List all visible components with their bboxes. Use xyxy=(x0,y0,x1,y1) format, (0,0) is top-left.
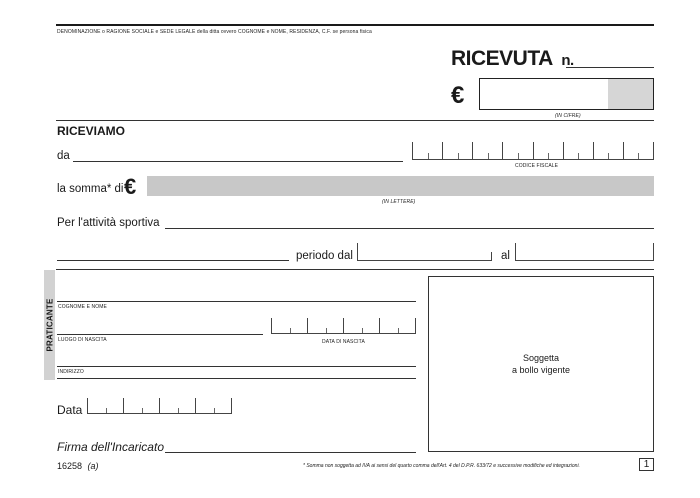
address-field-line-2[interactable] xyxy=(57,378,416,379)
sum-euro-icon: € xyxy=(124,174,137,199)
section-rule-1 xyxy=(56,120,654,121)
sum-words-caption: (IN LETTERE) xyxy=(382,199,416,205)
euro-icon: € xyxy=(451,82,465,109)
receipt-title-text: RICEVUTA xyxy=(451,47,552,70)
address-field[interactable] xyxy=(57,366,416,367)
birthplace-field[interactable] xyxy=(57,334,263,335)
from-label: da xyxy=(57,150,70,162)
form-code-variant: (a) xyxy=(87,461,99,471)
period-to-label: al xyxy=(501,250,510,262)
period-from-end-tick xyxy=(491,252,492,261)
stamp-line-2: a bollo vigente xyxy=(511,365,571,375)
practitioner-name-field[interactable] xyxy=(57,301,416,302)
amount-digits-caption: (IN CIFRE) xyxy=(555,113,581,119)
footnote: * Somma non soggetta ad IVA ai sensi del quarto comma dell'Art. 4 del D.P.R. 633/72 e successive modifiche ed integrazioni. xyxy=(303,463,580,469)
period-to-field[interactable] xyxy=(515,243,654,261)
receipt-number-label: n. xyxy=(561,52,574,69)
practitioner-side-label: PRATICANTE xyxy=(45,298,55,352)
sum-words-field[interactable] xyxy=(147,176,654,196)
amount-cents-shade xyxy=(608,79,653,109)
signature-field[interactable] xyxy=(165,452,416,453)
date-field[interactable] xyxy=(87,398,232,414)
activity-label: Per l'attività sportiva xyxy=(57,217,160,229)
activity-field-line-2[interactable] xyxy=(57,260,289,261)
page-number-box xyxy=(639,458,654,471)
tax-code-caption: CODICE FISCALE xyxy=(515,163,559,169)
receipt-number-field[interactable] xyxy=(566,67,654,68)
period-from-field[interactable] xyxy=(357,243,492,261)
sum-label: la somma* di xyxy=(57,183,124,195)
company-caption: DENOMINAZIONE o RAGIONE SOCIALE e SEDE LEGALE della ditta ovvero COGNOME e NOME, RESIDENZA, C.F. se persona fisica xyxy=(57,29,372,35)
from-field[interactable] xyxy=(73,161,403,162)
practitioner-name-caption: COGNOME E NOME xyxy=(58,304,107,310)
birthplace-caption: LUOGO DI NASCITA xyxy=(58,337,107,343)
birthdate-field[interactable] xyxy=(271,318,416,334)
section-rule-2 xyxy=(56,269,654,270)
stamp-box xyxy=(428,276,654,452)
stamp-line-1: Soggetta xyxy=(522,353,560,363)
receipt-title xyxy=(451,47,574,71)
tax-code-field[interactable] xyxy=(412,142,654,160)
activity-field[interactable] xyxy=(165,228,654,229)
page-number: 1 xyxy=(643,459,650,470)
date-label: Data xyxy=(57,403,83,417)
period-from-label: periodo dal xyxy=(296,250,353,262)
amount-digits-field[interactable] xyxy=(479,78,654,110)
address-caption: INDIRIZZO xyxy=(58,369,84,375)
form-code-number: 16258 xyxy=(57,461,83,471)
stamp-box-text xyxy=(429,352,653,376)
birthdate-caption: DATA DI NASCITA xyxy=(322,339,365,345)
form-code xyxy=(57,461,99,471)
signature-label: Firma dell'Incaricato xyxy=(57,440,164,454)
received-label: RICEVIAMO xyxy=(57,124,126,138)
top-rule xyxy=(56,24,654,26)
